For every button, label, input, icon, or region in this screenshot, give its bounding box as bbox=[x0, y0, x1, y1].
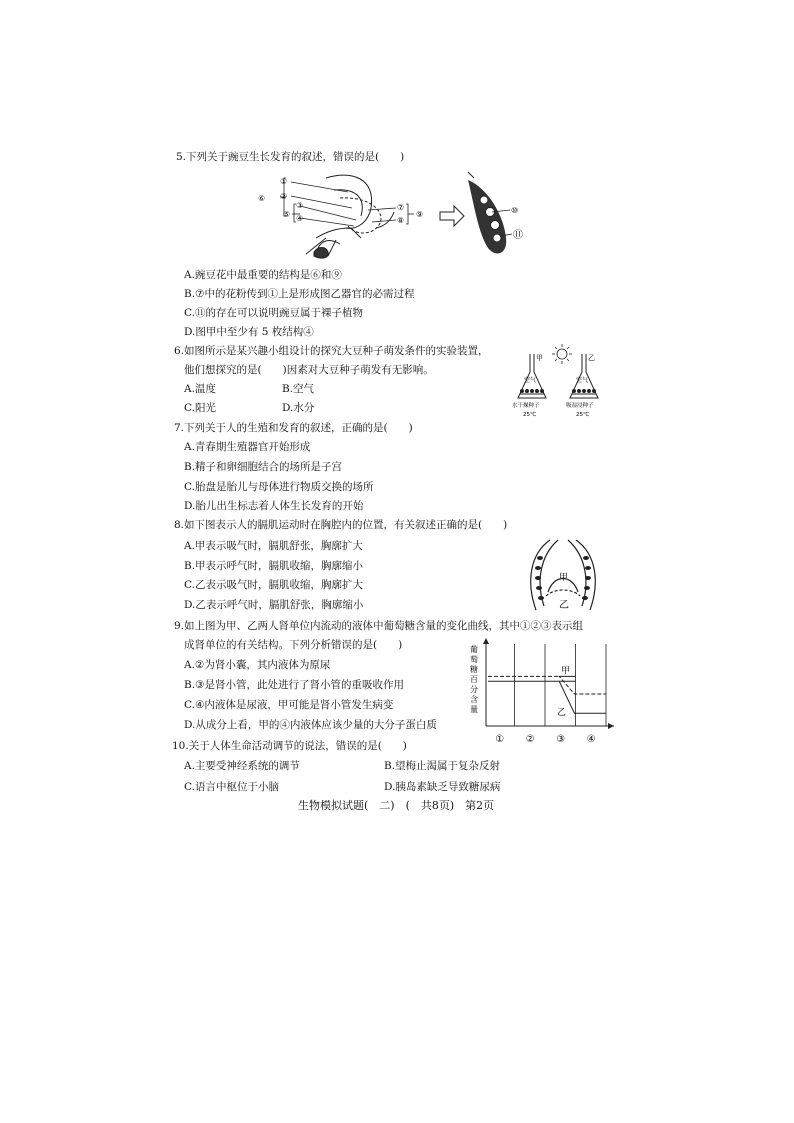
q6-option-a: A.温度 bbox=[184, 383, 216, 395]
q8-option-d: D.乙表示呼气时，膈肌舒张，胸廓缩小 bbox=[184, 599, 364, 611]
y-axis-arrow bbox=[483, 638, 489, 644]
q5-option-b: B.⑦中的花粉传到①上是形成图乙器官的必需过程 bbox=[184, 288, 415, 300]
q8-option-b: B.甲表示呼气时，膈肌收缩，胸廓缩小 bbox=[184, 560, 364, 572]
label-2: ② bbox=[280, 192, 288, 201]
q5-option-c: C.⑪的存在可以说明豌豆属于裸子植物 bbox=[184, 307, 363, 319]
label-3: ③ bbox=[296, 201, 304, 210]
label-8: ⑧ bbox=[397, 216, 405, 225]
q8-option-a: A.甲表示吸气时，膈肌舒张，胸廓扩大 bbox=[184, 540, 363, 552]
q7-option-b: B.精子和卵细胞结合的场所是子宫 bbox=[184, 461, 343, 473]
flask-yi-caption: 吸湿浸种子 bbox=[566, 403, 594, 409]
category-label: ③ bbox=[556, 734, 566, 745]
y-label-char: 量 bbox=[470, 705, 478, 714]
label-11: ⑪ bbox=[513, 230, 523, 241]
series-name-0: 甲 bbox=[561, 666, 571, 677]
q8-stem: 8.如下图表示人的膈肌运动时在胸腔内的位置，有关叙述正确的是( ) bbox=[174, 519, 508, 531]
flask-yi-label: 乙 bbox=[588, 354, 595, 362]
q6-option-d: D.水分 bbox=[282, 402, 315, 414]
q6-figure bbox=[510, 340, 610, 422]
q10-stem: 10.关于人体生命活动调节的说法，错误的是( ) bbox=[172, 740, 407, 752]
label-5: ⑤ bbox=[283, 210, 291, 219]
flask-yi-temp: 25℃ bbox=[576, 412, 590, 418]
q9-glucose-chart bbox=[466, 636, 616, 746]
q10-option-d: D.胰岛素缺乏导致糖尿病 bbox=[384, 781, 501, 793]
q10-option-c: C.语言中枢位于小脑 bbox=[184, 781, 279, 793]
q7-option-d: D.胎儿出生标志着人体生长发育的开始 bbox=[184, 500, 364, 512]
q9-option-c: C.④内液体是尿液，甲可能是肾小管发生病变 bbox=[184, 699, 394, 711]
q7-stem: 7.下列关于人的生殖和发育的叙述，正确的是( ) bbox=[174, 422, 413, 434]
q9-stem-line1: 9.如上图为甲、乙两人肾单位内流动的液体中葡萄糖含量的变化曲线，其中①②③表示组 bbox=[174, 620, 584, 632]
arrow-right-icon bbox=[440, 206, 464, 226]
y-label-char: 萄 bbox=[470, 655, 478, 664]
q6-option-c: C.阳光 bbox=[184, 402, 216, 414]
series-line-0 bbox=[488, 676, 606, 694]
flask-jia-temp: 25℃ bbox=[523, 412, 537, 418]
diaphragm-jia-label: 甲 bbox=[559, 573, 569, 583]
page-footer: 生物模拟试题( 二) ( 共8页) 第2页 bbox=[298, 799, 495, 812]
q8-option-c: C.乙表示吸气时，膈肌收缩，胸廓扩大 bbox=[184, 579, 363, 591]
sun-icon bbox=[552, 344, 572, 364]
q5-stem: 5.下列关于豌豆生长发育的叙述，错误的是( ) bbox=[176, 151, 405, 163]
y-label-char: 糖 bbox=[470, 665, 478, 674]
q5-figure bbox=[256, 168, 526, 260]
flask-jia-air: 空气 bbox=[524, 377, 537, 384]
q9-option-d: D.从成分上看，甲的④内液体应该少量的大分子蛋白质 bbox=[184, 719, 437, 731]
pea-flower-drawing bbox=[306, 175, 394, 258]
q7-option-c: C.胎盘是胎儿与母体进行物质交换的场所 bbox=[184, 481, 374, 493]
y-label-char: 葡 bbox=[470, 645, 478, 654]
y-axis-label bbox=[470, 644, 478, 714]
y-label-char: 分 bbox=[470, 685, 478, 694]
series-name-1: 乙 bbox=[557, 708, 567, 719]
x-axis-arrow bbox=[608, 723, 614, 729]
y-label-char: 百 bbox=[470, 675, 478, 684]
category-label: ② bbox=[525, 734, 535, 745]
flask-jia-caption: 水干燥种子 bbox=[512, 403, 540, 409]
q6-stem-line1: 6.如图所示是某兴趣小组设计的探究大豆种子萌发条件的实验装置， bbox=[174, 345, 489, 357]
q5-option-d: D.图甲中至少有 5 枚结构④ bbox=[184, 326, 314, 338]
q9-option-a: A.②为肾小囊，其内液体为原尿 bbox=[184, 659, 331, 671]
q10-option-b: B.望梅止渴属于复杂反射 bbox=[384, 760, 501, 772]
label-1: ① bbox=[280, 177, 288, 186]
q6-option-b: B.空气 bbox=[282, 383, 315, 395]
y-label-char: 含 bbox=[470, 695, 478, 704]
flask-jia-label: 甲 bbox=[536, 354, 543, 362]
q9-stem-line2: 成肾单位的有关结构。下列分析错误的是( ) bbox=[184, 639, 403, 651]
label-10: ⑩ bbox=[511, 206, 519, 215]
q7-option-a: A.青春期生殖器官开始形成 bbox=[184, 441, 311, 453]
category-label: ① bbox=[495, 734, 505, 745]
label-7: ⑦ bbox=[397, 203, 405, 212]
q5-option-a: A.豌豆花中最重要的结构是⑥和⑨ bbox=[184, 269, 342, 281]
pea-pod-drawing bbox=[468, 172, 512, 253]
label-6: ⑥ bbox=[258, 194, 266, 203]
series-line-1 bbox=[488, 681, 606, 713]
q8-figure bbox=[520, 534, 606, 616]
q6-stem-line2: 他们想探究的是( )因素对大豆种子萌发有无影响。 bbox=[184, 364, 434, 376]
diaphragm-yi-label: 乙 bbox=[559, 600, 569, 611]
label-9: ⑨ bbox=[416, 210, 424, 219]
category-label: ④ bbox=[586, 734, 596, 745]
q9-option-b: B.③是肾小管，此处进行了肾小管的重吸收作用 bbox=[184, 679, 404, 691]
q10-option-a: A.主要受神经系统的调节 bbox=[184, 760, 300, 772]
label-4: ④ bbox=[296, 214, 304, 223]
flask-yi-air: 空气 bbox=[576, 377, 589, 384]
